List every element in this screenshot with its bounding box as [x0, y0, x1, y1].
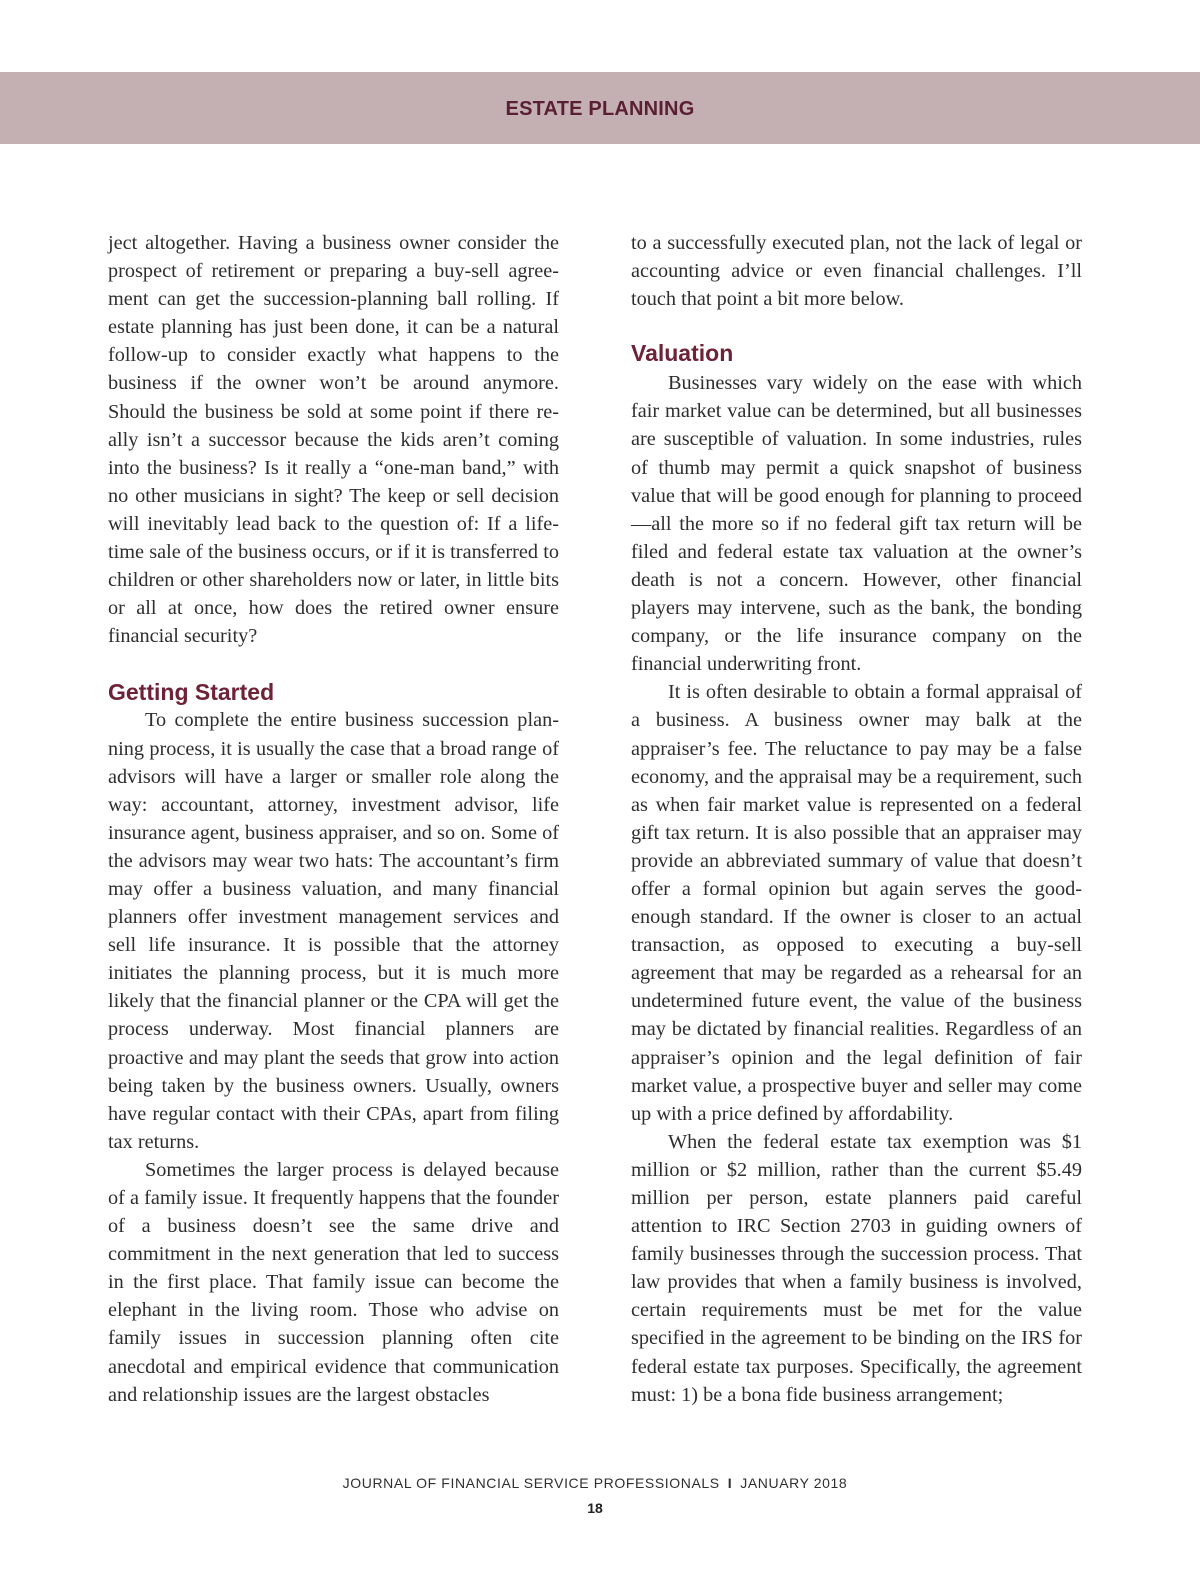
page-number: 18 [587, 1500, 603, 1516]
footer-running-title [0, 1474, 1190, 1492]
paragraph: To complete the entire business succession planning process, it is usually the case that a broad range of advisors will have a larger or smaller role along the way: accountant, attorney, investment advisor, life insurance agent, business appraiser, and so on. Some of the advisors may wear two hats: The accountant’s firm may offer a business valuation, and many financial planners offer investment management services and sell life insurance. It is possible that the attorney initiates the planning process, but it is much more likely that the financial planner or the CPA will get the process underway. Most financial planners are proactive and may plant the seeds that grow into action being taken by the business owners. Usually, owners have regular contact with their CPAs, apart from filing tax returns. [108, 709, 559, 1153]
section-heading-getting-started: Getting Started [108, 679, 275, 706]
paragraph: Businesses vary widely on the ease with which fair market value can be determined, but all businesses are susceptible of valuation. In some industries, rules of thumb may permit a quick snapshot of business value that will be good enough for planning to proceed—all the more so if no federal gift tax return will be filed and federal estate tax valuation at the owner’s death is not a concern. However, other financial players may intervene, such as the bank, the bonding company, or the life insurance company on the financial underwriting front. [631, 372, 1082, 676]
journal-name: JOURNAL OF FINANCIAL SERVICE PROFESSIONALS [342, 1475, 720, 1491]
right-column [631, 229, 1082, 1409]
paragraph: Sometimes the larger process is delayed because of a family issue. It frequently happens that the founder of a business doesn’t see the same drive and commitment in the next generation that led to success in the first place. That family issue can become the elephant in the living room. Those who advise on family issues in succession planning often cite anecdotal and empirical evidence that communication and relationship issues are the largest obstacles [108, 1158, 559, 1406]
paragraph: It is often desirable to obtain a formal appraisal of a business. A business owner may balk at the appraiser’s fee. The reluctance to pay may be a false economy, and the appraisal may be a requirement, such as when fair market value is represented on a federal gift tax return. It is also possible that an appraiser may provide an abbreviated summary of value that doesn’t offer a formal opinion but again serves the good-enough standard. If the owner is closer to an actual transaction, as opposed to executing a buy-sell agreement that may be regarded as a rehearsal for an undetermined future event, the value of the business may be dictated by financial realities. Regardless of an appraiser’s opinion and the legal definition of fair market value, a prospective buyer and seller may come up with a price defined by affordability. [631, 681, 1082, 1125]
section-heading-valuation: Valuation [631, 340, 734, 367]
paragraph: ject altogether. Having a business owner consider the prospect of retirement or preparing a buy-sell agreement can get the succession-planning ball rolling. If estate planning has just been done, it can be a natural follow-up to consider exactly what happens to the business if the owner won’t be around anymore. Should the business be sold at some point if there really isn’t a successor because the kids aren’t coming into the business? Is it really a “one-man band,” with no other musicians in sight? The keep or sell decision will inevitably lead back to the question of: If a lifetime sale of the business occurs, or if it is transferred to children or other shareholders now or later, in little bits or all at once, how does the retired owner ensure financial security? [108, 232, 559, 648]
section-title: ESTATE PLANNING [505, 98, 695, 120]
left-column [108, 229, 559, 1409]
issue-date: JANUARY 2018 [740, 1475, 848, 1491]
paragraph: When the federal estate tax exemption was $1 million or $2 million, rather than the current $5.49 million per person, estate planners paid careful attention to IRC Section 2703 in guiding owners of family businesses through the succession process. That law provides that when a family business is involved, certain requirements must be met for the value specified in the agreement to be binding on the IRS for federal estate tax purposes. Specifically, the agreement must: 1) be a bona fide business arrangement; [631, 1130, 1082, 1406]
footer-separator: I [727, 1475, 733, 1491]
paragraph: to a successfully executed plan, not the lack of legal or accounting advice or even financial challenges. I’ll touch that point a bit more below. [631, 232, 1082, 311]
